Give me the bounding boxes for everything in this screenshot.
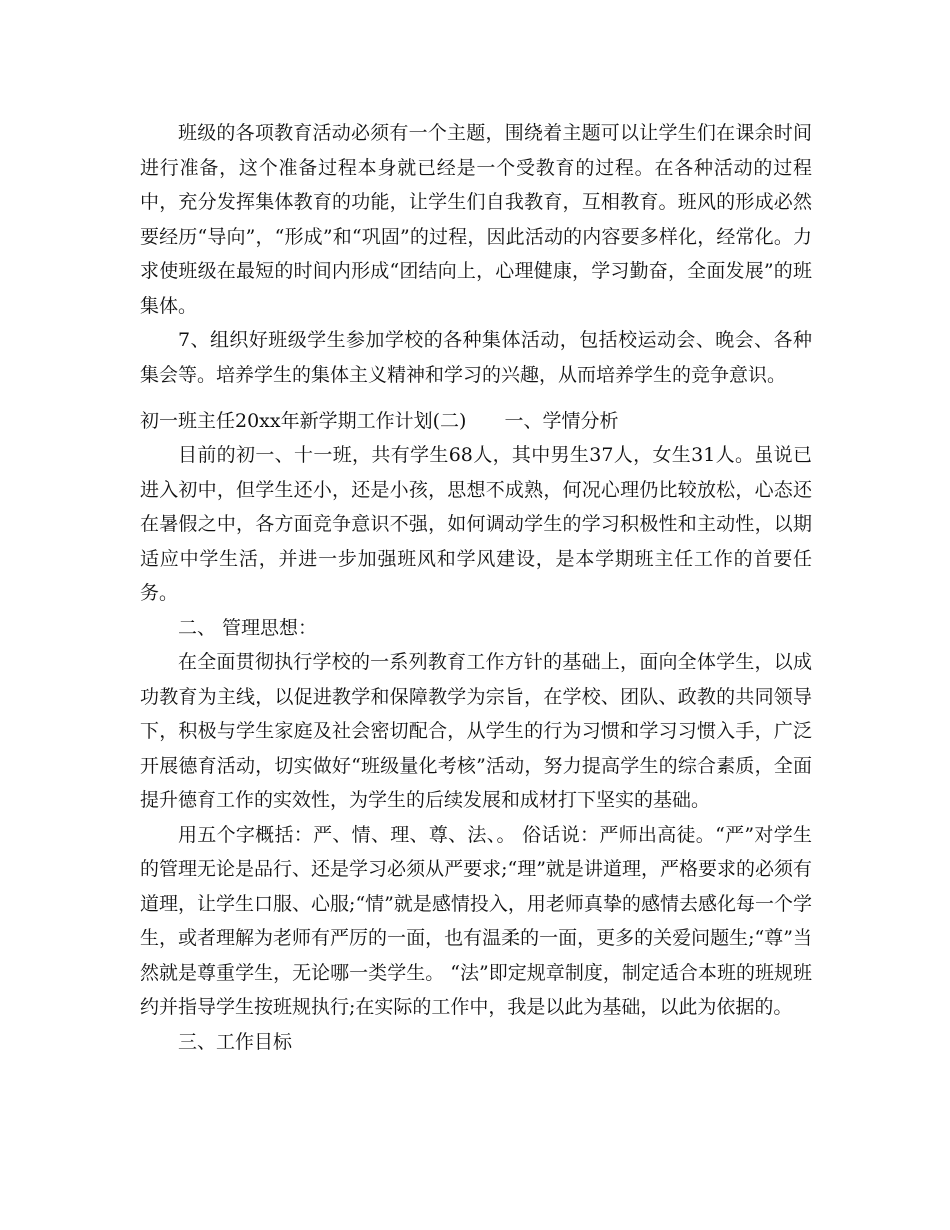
paragraph-item-7: 7、组织好班级学生参加学校的各种集体活动，包括校运动会、晚会、各种集会等。培养学生的集体主义精神和学习的兴趣，从而培养学生的竞争意识。 <box>140 329 812 386</box>
paragraph-activities: 班级的各项教育活动必须有一个主题，围绕着主题可以让学生们在课余时间进行准备，这个准备过程本身就已经是一个受教育的过程。在各种活动的过程中，充分发挥集体教育的功能，让学生们自我教育，互相教育。班风的形成必然要经历“导向”，“形成”和“巩固”的过程，因此活动的内容要多样化，经常化。力求使班级在最短的时间内形成“团结向上，心理健康，学习勤奋，全面发展”的班集体。 <box>140 122 812 317</box>
section-heading-2: 二、 管理思想： <box>178 616 318 639</box>
document-title: 初一班主任20xx年新学期工作计划(二) <box>140 410 467 432</box>
paragraph-management-thought: 在全面贯彻执行学校的一系列教育工作方针的基础上，面向全体学生，以成功教育为主线，以促进教学和保障教学为宗旨，在学校、团队、政教的共同领导下，积极与学生家庭及社会密切配合，从学生的行为习惯和学习习惯入手，广泛开展德育活动，切实做好“班级量化考核”活动，努力提高学生的综合素质，全面提升德育工作的实效性，为学生的后续发展和成材打下坚实的基础。 <box>140 651 812 811</box>
section-heading-3: 三、工作目标 <box>178 1030 293 1053</box>
section-heading-1: 一、学情分析 <box>504 410 619 432</box>
paragraph-five-words: 用五个字概括：严、情、理、尊、法、。 俗话说：严师出高徒。“严”对学生的管理无论是品行、还是学习必须从严要求;“理”就是讲道理，严格要求的必须有道理，让学生口服、心服;“情”就是感情投入，用老师真挚的感情去感化每一个学生，或者理解为老师有严厉的一面，也有温柔的一面，更多的关爱问题生;“尊”当然就是尊重学生，无论哪一类学生。 “法”即定规章制度，制定适合本班的班规班约并指导学生按班规执行;在实际的工作中，我是以此为基础，以此为依据的。 <box>140 823 812 1018</box>
document-body-part-1 <box>140 116 812 392</box>
document-heading-line <box>140 404 812 439</box>
document-body-part-2 <box>140 438 812 1059</box>
paragraph-student-analysis: 目前的初一、十一班，共有学生68人，其中男生37人，女生31人。虽说已进入初中，但学生还小，还是小孩，思想不成熟，何况心理仍比较放松，心态还在暑假之中，各方面竞争意识不强，如何调动学生的学习积极性和主动性，以期适应中学生活，并进一步加强班风和学风建设，是本学期班主任工作的首要任务。 <box>140 444 812 604</box>
